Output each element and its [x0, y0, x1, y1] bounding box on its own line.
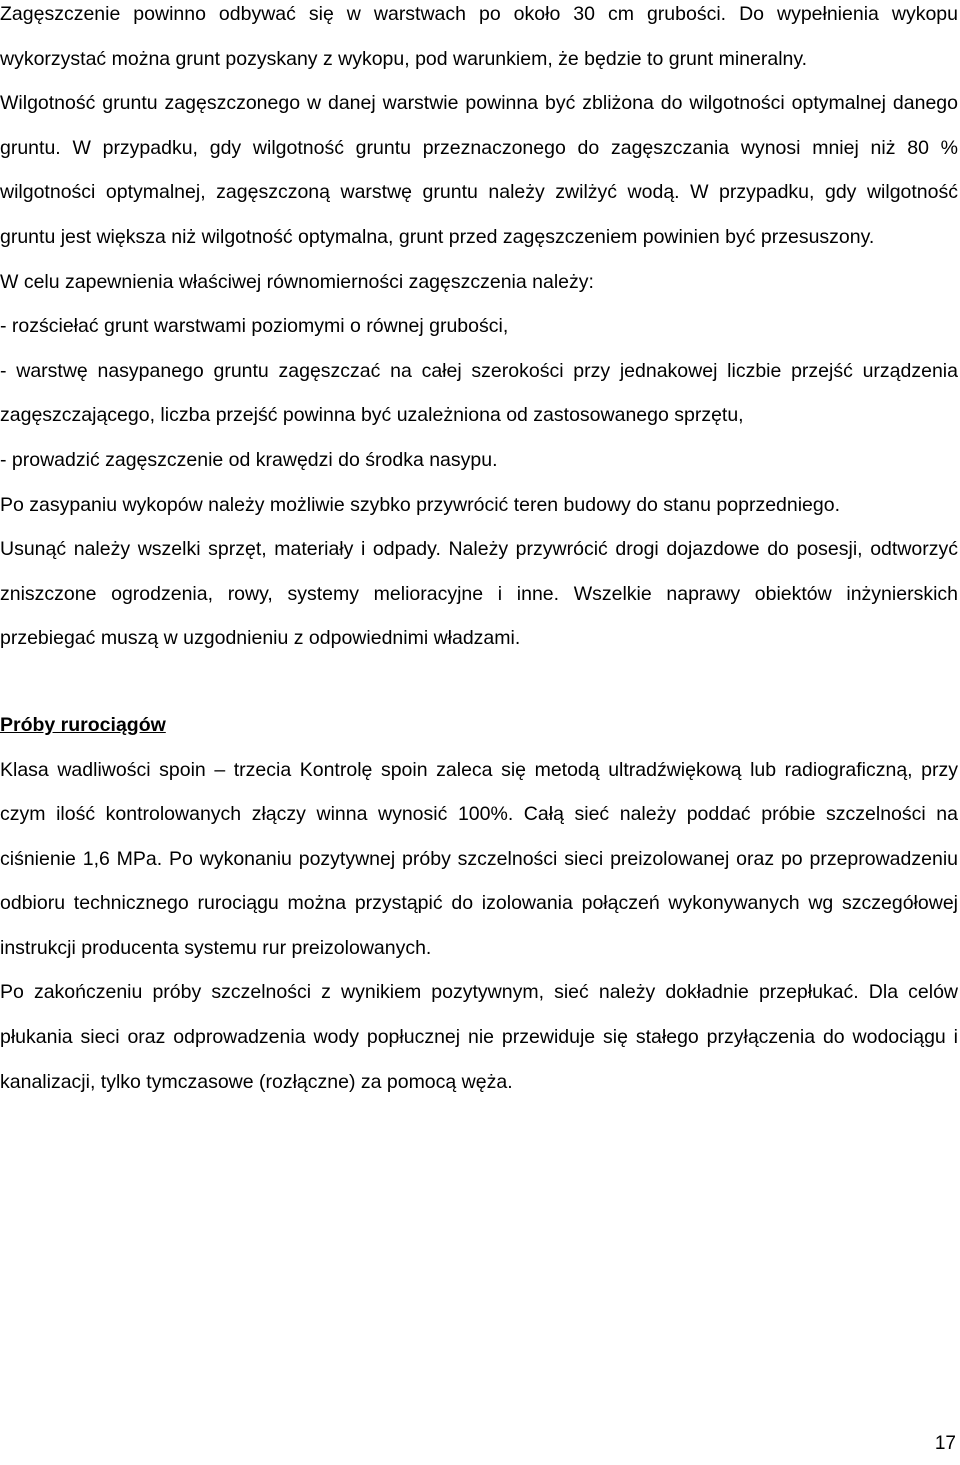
list-item-spread-layers: - rozściełać grunt warstwami poziomymi o równej grubości, — [0, 315, 509, 338]
paragraph-cleanup: Usunąć należy wszelki sprzęt, materiały i odpady. Należy przywrócić drogi dojazdowe do posesji, odtworzyć zniszczone ogrodzenia, rowy, systemy melioracyjne i inne. Wszelkie naprawy obiektów inżynierskich przebiegać muszą w uzgodnieniu z odpowiednimi władzami. — [0, 538, 958, 650]
paragraph-restore-site: Po zasypaniu wykopów należy możliwie szybko przywrócić teren budowy do stanu poprzedniego. — [0, 493, 841, 516]
list-item-compact-width: - warstwę nasypanego gruntu zagęszczać na całej szerokości przy jednakowej liczbie przejść urządzenia zagęszczającego, liczba przejść powinna być uzależniona od zastosowanego sprzętu, — [0, 359, 958, 427]
paragraph-weld-testing: Klasa wadliwości spoin – trzecia Kontrolę spoin zaleca się metodą ultradźwiękową lub radiograficzną, przy czym ilość kontrolowanych złączy winna wynosić 100%. Całą sieć należy poddać próbie szczelności na ciśnienie 1,6 MPa. Po wykonaniu pozytywnej próby szczelności sieci preizolowanej oraz po przeprowadzeniu odbioru technicznego rurociągu można przystąpić do izolowania połączeń wykonywanych wg szczegółowej instrukcji producenta systemu rur preizolowanych. — [0, 758, 958, 959]
section-spacer — [0, 661, 958, 703]
section-heading-pipeline-tests: Próby rurociągów — [0, 713, 166, 736]
paragraph-soil-moisture: Wilgotność gruntu zagęszczonego w danej warstwie powinna być zbliżona do wilgotności optymalnej danego gruntu. W przypadku, gdy wilgotność gruntu przeznaczonego do zagęszczania wynosi mniej niż 80 % wilgotności optymalnej, zagęszczoną warstwę gruntu należy zwilżyć wodą. W przypadku, gdy wilgotność gruntu jest większa niż wilgotność optymalna, grunt przed zagęszczeniem powinien być przesuszony. — [0, 92, 958, 248]
paragraph-flushing: Po zakończeniu próby szczelności z wynikiem pozytywnym, sieć należy dokładnie przepłukać. Dla celów płukania sieci oraz odprowadzenia wody popłucznej nie przewiduje się stałego przyłączenia do wodociągu i kanalizacji, tylko tymczasowe (rozłączne) za pomocą węża. — [0, 981, 958, 1093]
paragraph-compaction-layers: Zagęszczenie powinno odbywać się w warstwach po około 30 cm grubości. Do wypełnienia wykopu wykorzystać można grunt pozyskany z wykopu, pod warunkiem, że będzie to grunt mineralny. — [0, 3, 958, 70]
page-number: 17 — [934, 1433, 956, 1454]
paragraph-uniformity-intro: W celu zapewnienia właściwej równomierności zagęszczenia należy: — [0, 270, 594, 293]
list-item-edge-to-center: - prowadzić zagęszczenie od krawędzi do środka nasypu. — [0, 448, 498, 471]
